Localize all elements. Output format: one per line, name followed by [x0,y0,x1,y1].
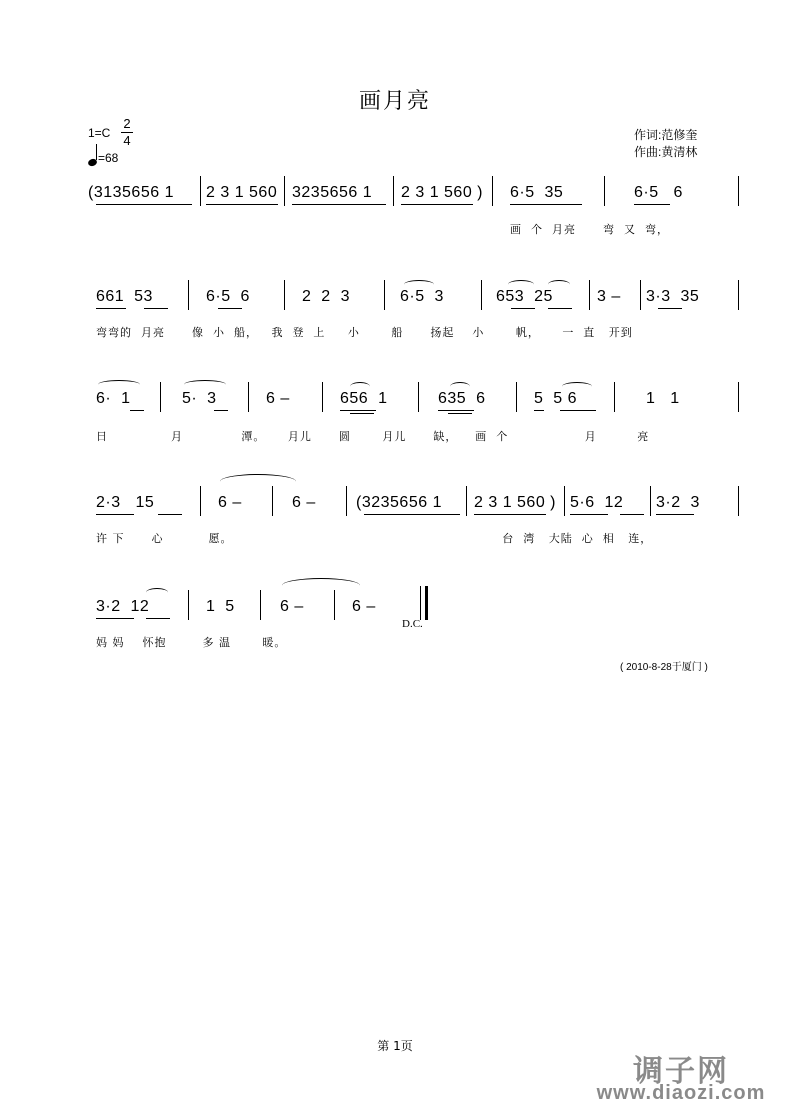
slur-mark [350,382,370,391]
beam-underline [218,308,242,309]
barline [481,280,482,310]
barline [188,280,189,310]
measure: 6· 1 [96,390,131,407]
date-note: ( 2010-8-28于厦门 ) [620,662,708,673]
key-signature: 1=C [88,126,111,140]
measure: 1 1 [646,390,680,407]
measure: 6 – [218,494,242,511]
measure: 653 25 [496,288,553,305]
measure: 6 – [352,598,376,615]
beam-underline [511,308,535,309]
barline [738,176,739,206]
beam-underline [620,514,644,515]
tie-mark [220,474,296,489]
measure: 6·5 6 [634,184,683,201]
measure: 2 2 3 [302,288,350,305]
measure: 3 – [597,288,621,305]
tempo-mark [88,146,118,165]
slur-mark [184,380,226,389]
measure: 5· 3 [182,390,217,407]
measure: 3·2 12 [96,598,150,615]
measure: (3235656 1 [356,494,442,511]
barline [650,486,651,516]
composer-credit: 作曲:黄清林 [634,145,698,159]
beam-underline [96,308,126,309]
beam-underline [214,410,228,411]
watermark-url: www.diaozi.com [596,1082,766,1104]
beam-underline [448,413,472,414]
beam-underline [570,514,608,515]
lyricist-credit: 作词:范修奎 [634,128,698,142]
page-number: 第 1页 [377,1039,413,1053]
time-signature [120,116,134,149]
beam-underline [96,204,192,205]
measure: 635 6 [438,390,486,407]
beam-underline [146,618,170,619]
barline [322,382,323,412]
beam-underline [96,514,134,515]
beam-underline [474,514,546,515]
lyrics-line: 日 月 潭。 月儿 圆 月儿 缺， 画 个 月 亮 [96,430,650,443]
barline [564,486,565,516]
measure: 6 – [292,494,316,511]
slur-mark [450,382,470,391]
beam-underline [340,410,376,411]
measure: 3·2 3 [656,494,700,511]
measure: 3235656 1 [292,184,373,201]
barline [346,486,347,516]
barline [738,486,739,516]
time-signature-bottom: 4 [123,133,131,148]
beam-underline [560,410,596,411]
beam-underline [206,204,278,205]
slur-mark [146,588,168,597]
barline [466,486,467,516]
measure: 6·5 6 [206,288,250,305]
tempo-value: =68 [98,151,119,165]
measure: 6 – [266,390,290,407]
barline [260,590,261,620]
watermark-logo: 调子网 [633,1054,729,1089]
measure: 6·5 35 [510,184,564,201]
beam-underline [548,308,572,309]
barline [248,382,249,412]
tie-mark [282,578,360,593]
beam-underline [634,204,670,205]
beam-underline [364,514,460,515]
beam-underline [438,410,474,411]
barline [200,176,201,206]
barline [284,176,285,206]
slur-mark [404,280,434,289]
measure: 3·3 35 [646,288,700,305]
barline [200,486,201,516]
measure: 6·5 3 [400,288,444,305]
note-stem [96,144,97,160]
barline [738,382,739,412]
beam-underline [158,514,182,515]
slur-mark [508,280,534,289]
barline [640,280,641,310]
measure: 1 5 [206,598,235,615]
measure: 5 5 6 [534,390,578,407]
measure: 5·6 12 [570,494,624,511]
barline [614,382,615,412]
slur-mark [548,280,570,289]
barline [384,280,385,310]
beam-underline [96,618,134,619]
beam-underline [144,308,168,309]
lyrics-line: 画 个 月亮 弯 又 弯， [510,223,669,236]
beam-underline [130,410,144,411]
measure: (3135656 1 [88,184,174,201]
barline [492,176,493,206]
barline [272,486,273,516]
barline [738,280,739,310]
final-barline [420,586,428,620]
measure: 2 3 1 560 ) [474,494,556,511]
measure: 656 1 [340,390,388,407]
barline [589,280,590,310]
measure: 6 – [280,598,304,615]
measure: 2·3 15 [96,494,155,511]
beam-underline [292,204,386,205]
barline [188,590,189,620]
slur-mark [562,382,592,391]
barline [284,280,285,310]
beam-underline [510,204,582,205]
beam-underline [656,514,694,515]
measure: 661 53 [96,288,153,305]
lyrics-line: 弯弯的 月亮 像 小 船， 我 登 上 小 船 扬起 小 帆， 一 直 开到 [96,326,633,339]
measure: 2 3 1 560 ) [401,184,483,201]
lyrics-line: 妈 妈 怀抱 多 温 暖。 [96,636,287,649]
measure: 2 3 1 560 [206,184,278,201]
lyrics-line: 许 下 心 愿。 台 湾 大陆 心 相 连， [96,532,653,545]
beam-underline [534,410,544,411]
beam-underline [401,204,473,205]
barline [334,590,335,620]
time-signature-top: 2 [123,116,131,131]
slur-mark [98,380,140,389]
barline [418,382,419,412]
barline [604,176,605,206]
barline [516,382,517,412]
barline [160,382,161,412]
song-title: 画月亮 [358,89,431,114]
barline [393,176,394,206]
beam-underline [350,413,374,414]
beam-underline [658,308,682,309]
da-capo-mark: D.C. [402,618,423,630]
